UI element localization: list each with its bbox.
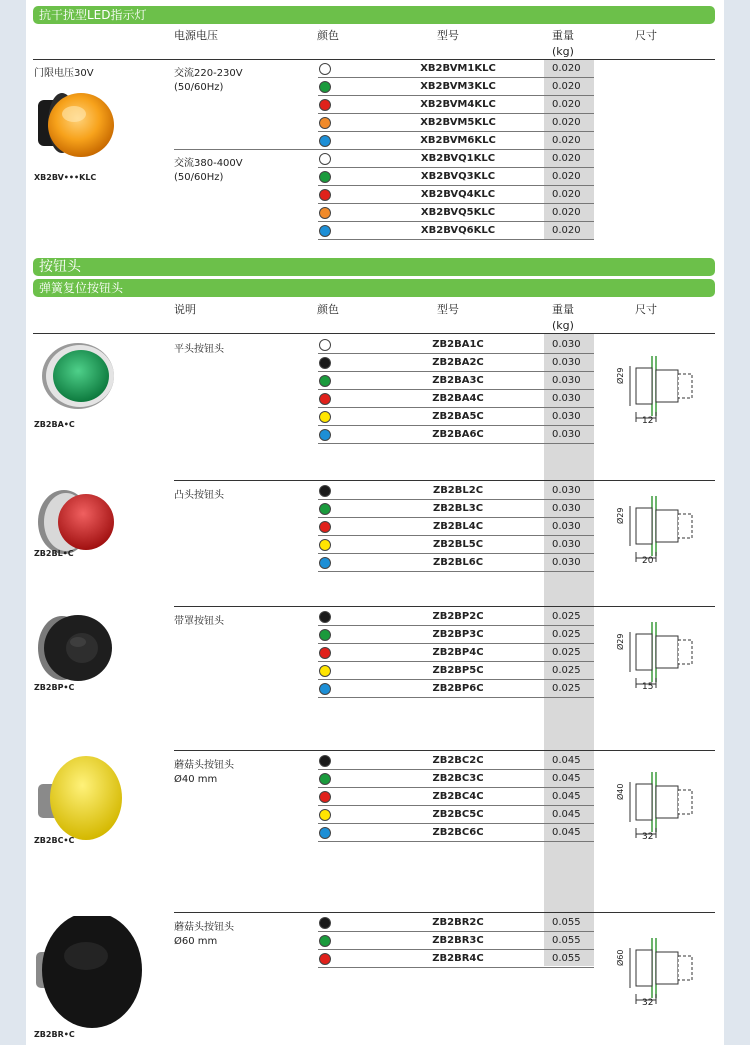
- row-rule: [318, 535, 594, 536]
- model-number: ZB2BP3C: [432, 629, 484, 640]
- led-header-rule: [33, 59, 715, 60]
- supply-frequency: (50/60Hz): [174, 172, 224, 183]
- header-voltage: 电源电压: [174, 29, 218, 42]
- weight-value: 0.020: [552, 189, 581, 200]
- buttons-subsection-title: 弹簧复位按钮头: [39, 281, 124, 295]
- row-rule: [318, 371, 594, 372]
- weight-value: 0.020: [552, 207, 581, 218]
- led-section-bar: [33, 6, 715, 24]
- weight-value: 0.045: [552, 791, 581, 802]
- weight-value: 0.030: [552, 539, 581, 550]
- yellow-color-dot: [319, 665, 331, 677]
- green-color-dot: [319, 503, 331, 515]
- weight-value: 0.020: [552, 63, 581, 74]
- model-number: XB2BVM3KLC: [420, 81, 496, 92]
- blue-color-dot: [319, 225, 331, 237]
- model-number: ZB2BC4C: [432, 791, 484, 802]
- model-number: ZB2BL2C: [432, 485, 484, 496]
- button-description: 蘑菇头按钮头: [174, 760, 234, 771]
- row-rule: [318, 931, 594, 932]
- model-number: ZB2BL5C: [432, 539, 484, 550]
- weight-value: 0.020: [552, 117, 581, 128]
- dimension-diameter: Ø40: [616, 783, 625, 800]
- row-rule: [318, 95, 594, 96]
- red-color-dot: [319, 521, 331, 533]
- row-rule: [318, 841, 594, 842]
- model-number: ZB2BR2C: [432, 917, 484, 928]
- header-size-2: 尺寸: [635, 303, 657, 316]
- row-rule: [318, 77, 594, 78]
- row-rule: [318, 185, 594, 186]
- model-number: ZB2BL4C: [432, 521, 484, 532]
- dimension-length: 32: [642, 998, 654, 1008]
- model-number: ZB2BR3C: [432, 935, 484, 946]
- product-label: ZB2BP•C: [34, 683, 75, 692]
- weight-value: 0.030: [552, 557, 581, 568]
- weight-value: 0.030: [552, 503, 581, 514]
- weight-value: 0.045: [552, 809, 581, 820]
- dimension-drawing: [616, 618, 712, 698]
- row-rule: [318, 967, 594, 968]
- model-number: ZB2BA5C: [432, 411, 484, 422]
- dimension-drawing: [616, 352, 712, 432]
- dimension-drawing: [616, 934, 712, 1014]
- red-color-dot: [319, 99, 331, 111]
- dimension-drawing: [616, 768, 712, 848]
- supply-voltage: 交流220-230V: [174, 68, 243, 79]
- weight-value: 0.025: [552, 611, 581, 622]
- group-rule: [174, 149, 318, 150]
- weight-value: 0.025: [552, 683, 581, 694]
- green-color-dot: [319, 375, 331, 387]
- row-rule: [318, 823, 594, 824]
- model-number: ZB2BA4C: [432, 393, 484, 404]
- row-rule: [318, 517, 594, 518]
- blue-color-dot: [319, 429, 331, 441]
- dimension-drawing: [616, 492, 712, 572]
- green-color-dot: [319, 935, 331, 947]
- button-description: 凸头按钮头: [174, 490, 224, 501]
- model-number: XB2BVQ6KLC: [420, 225, 496, 236]
- model-number: ZB2BA1C: [432, 339, 484, 350]
- supply-voltage: 交流380-400V: [174, 158, 243, 169]
- black-color-dot: [319, 357, 331, 369]
- weight-value: 0.020: [552, 99, 581, 110]
- dimension-length: 12: [642, 416, 654, 426]
- red-color-dot: [319, 189, 331, 201]
- header-weight-unit: (kg): [552, 45, 574, 58]
- model-number: ZB2BP5C: [432, 665, 484, 676]
- white-color-dot: [319, 63, 331, 75]
- product-label: ZB2BR•C: [34, 1030, 75, 1039]
- weight-value: 0.020: [552, 225, 581, 236]
- row-rule: [318, 239, 594, 240]
- model-number: XB2BVM4KLC: [420, 99, 496, 110]
- weight-value: 0.020: [552, 153, 581, 164]
- green-color-dot: [319, 171, 331, 183]
- dimension-length: 20: [642, 556, 654, 566]
- red-color-dot: [319, 953, 331, 965]
- dimension-diameter: Ø29: [616, 367, 625, 384]
- white-color-dot: [319, 153, 331, 165]
- red-color-dot: [319, 647, 331, 659]
- supply-frequency: (50/60Hz): [174, 82, 224, 93]
- row-rule: [318, 221, 594, 222]
- dimension-length: 32: [642, 832, 654, 842]
- blue-color-dot: [319, 557, 331, 569]
- red-color-dot: [319, 791, 331, 803]
- weight-value: 0.030: [552, 521, 581, 532]
- weight-value: 0.030: [552, 357, 581, 368]
- button-description: 带罩按钮头: [174, 616, 224, 627]
- weight-value: 0.025: [552, 665, 581, 676]
- header-size: 尺寸: [635, 29, 657, 42]
- black-button-head-image: [34, 610, 144, 690]
- limit-voltage: 门限电压30V: [34, 68, 94, 79]
- row-rule: [318, 769, 594, 770]
- yellow-color-dot: [319, 411, 331, 423]
- header-color-2: 颜色: [317, 303, 339, 316]
- red-color-dot: [319, 393, 331, 405]
- weight-value: 0.045: [552, 773, 581, 784]
- weight-value: 0.030: [552, 411, 581, 422]
- buttons-header-rule: [33, 333, 715, 334]
- group-top-rule: [174, 480, 715, 481]
- green-color-dot: [319, 629, 331, 641]
- weight-value: 0.055: [552, 917, 581, 928]
- yellow-color-dot: [319, 809, 331, 821]
- model-number: ZB2BA6C: [432, 429, 484, 440]
- weight-value: 0.020: [552, 81, 581, 92]
- model-number: ZB2BA3C: [432, 375, 484, 386]
- product-label: ZB2BA•C: [34, 420, 75, 429]
- row-rule: [318, 805, 594, 806]
- green-color-dot: [319, 773, 331, 785]
- dimension-length: 15: [642, 682, 654, 692]
- model-number: ZB2BC2C: [432, 755, 484, 766]
- button-description: 平头按钮头: [174, 344, 224, 355]
- dimension-diameter: Ø29: [616, 633, 625, 650]
- row-rule: [318, 167, 594, 168]
- model-number: ZB2BP6C: [432, 683, 484, 694]
- black-color-dot: [319, 485, 331, 497]
- model-number: ZB2BC3C: [432, 773, 484, 784]
- button-diameter: Ø60 mm: [174, 936, 218, 947]
- weight-value: 0.020: [552, 171, 581, 182]
- black-color-dot: [319, 611, 331, 623]
- dimension-diameter: Ø29: [616, 507, 625, 524]
- button-description: 蘑菇头按钮头: [174, 922, 234, 933]
- model-number: ZB2BC6C: [432, 827, 484, 838]
- buttons-section-bar: [33, 258, 715, 276]
- model-number: ZB2BP2C: [432, 611, 484, 622]
- weight-value: 0.030: [552, 375, 581, 386]
- group-top-rule: [174, 606, 715, 607]
- model-number: ZB2BA2C: [432, 357, 484, 368]
- model-number: ZB2BL6C: [432, 557, 484, 568]
- row-rule: [318, 787, 594, 788]
- green-color-dot: [319, 81, 331, 93]
- orange-color-dot: [319, 207, 331, 219]
- header-weight-unit-2: (kg): [552, 319, 574, 332]
- model-number: XB2BVM1KLC: [420, 63, 496, 74]
- row-rule: [318, 353, 594, 354]
- header-model-2: 型号: [437, 303, 459, 316]
- weight-value: 0.045: [552, 755, 581, 766]
- dimension-diameter: Ø60: [616, 949, 625, 966]
- black-button-head-image: [34, 916, 144, 1040]
- blue-color-dot: [319, 683, 331, 695]
- model-number: ZB2BR4C: [432, 953, 484, 964]
- row-rule: [318, 625, 594, 626]
- product-label: ZB2BC•C: [34, 836, 75, 845]
- weight-value: 0.030: [552, 339, 581, 350]
- row-rule: [318, 407, 594, 408]
- model-number: XB2BVM6KLC: [420, 135, 496, 146]
- header-model: 型号: [437, 29, 459, 42]
- row-rule: [318, 571, 594, 572]
- row-rule: [318, 389, 594, 390]
- row-rule: [318, 679, 594, 680]
- weight-value: 0.030: [552, 393, 581, 404]
- led-lamp-image: [34, 88, 120, 168]
- weight-value: 0.030: [552, 485, 581, 496]
- header-weight-2: 重量: [552, 303, 574, 316]
- orange-color-dot: [319, 117, 331, 129]
- buttons-section-title: 按钮头: [39, 259, 81, 275]
- row-rule: [318, 203, 594, 204]
- weight-value: 0.045: [552, 827, 581, 838]
- header-color: 颜色: [317, 29, 339, 42]
- model-number: XB2BVM5KLC: [420, 117, 496, 128]
- header-desc: 说明: [174, 303, 196, 316]
- green-button-head-image: [34, 338, 144, 418]
- button-diameter: Ø40 mm: [174, 774, 218, 785]
- led-product-label: XB2BV•••KLC: [34, 173, 97, 182]
- weight-value: 0.025: [552, 629, 581, 640]
- header-weight: 重量: [552, 29, 574, 42]
- row-rule: [318, 113, 594, 114]
- model-number: ZB2BC5C: [432, 809, 484, 820]
- row-rule: [318, 697, 594, 698]
- model-number: XB2BVQ5KLC: [420, 207, 496, 218]
- weight-value: 0.025: [552, 647, 581, 658]
- yellow-color-dot: [319, 539, 331, 551]
- row-rule: [318, 131, 594, 132]
- model-number: XB2BVQ3KLC: [420, 171, 496, 182]
- black-color-dot: [319, 755, 331, 767]
- weight-value: 0.030: [552, 429, 581, 440]
- group-top-rule: [174, 750, 715, 751]
- model-number: XB2BVQ1KLC: [420, 153, 496, 164]
- buttons-subsection-bar: [33, 279, 715, 297]
- weight-value: 0.020: [552, 135, 581, 146]
- group-top-rule: [174, 912, 715, 913]
- row-rule: [318, 949, 594, 950]
- blue-color-dot: [319, 135, 331, 147]
- white-color-dot: [319, 339, 331, 351]
- row-rule: [318, 443, 594, 444]
- row-rule: [318, 553, 594, 554]
- model-number: XB2BVQ4KLC: [420, 189, 496, 200]
- product-label: ZB2BL•C: [34, 549, 74, 558]
- row-rule: [318, 643, 594, 644]
- row-rule: [318, 499, 594, 500]
- weight-value: 0.055: [552, 953, 581, 964]
- weight-value: 0.055: [552, 935, 581, 946]
- black-color-dot: [319, 917, 331, 929]
- model-number: ZB2BL3C: [432, 503, 484, 514]
- model-number: ZB2BP4C: [432, 647, 484, 658]
- led-section-title: 抗干扰型LED指示灯: [39, 8, 147, 22]
- blue-color-dot: [319, 827, 331, 839]
- row-rule: [318, 425, 594, 426]
- row-rule: [318, 149, 594, 150]
- row-rule: [318, 661, 594, 662]
- catalog-page: [26, 0, 724, 1045]
